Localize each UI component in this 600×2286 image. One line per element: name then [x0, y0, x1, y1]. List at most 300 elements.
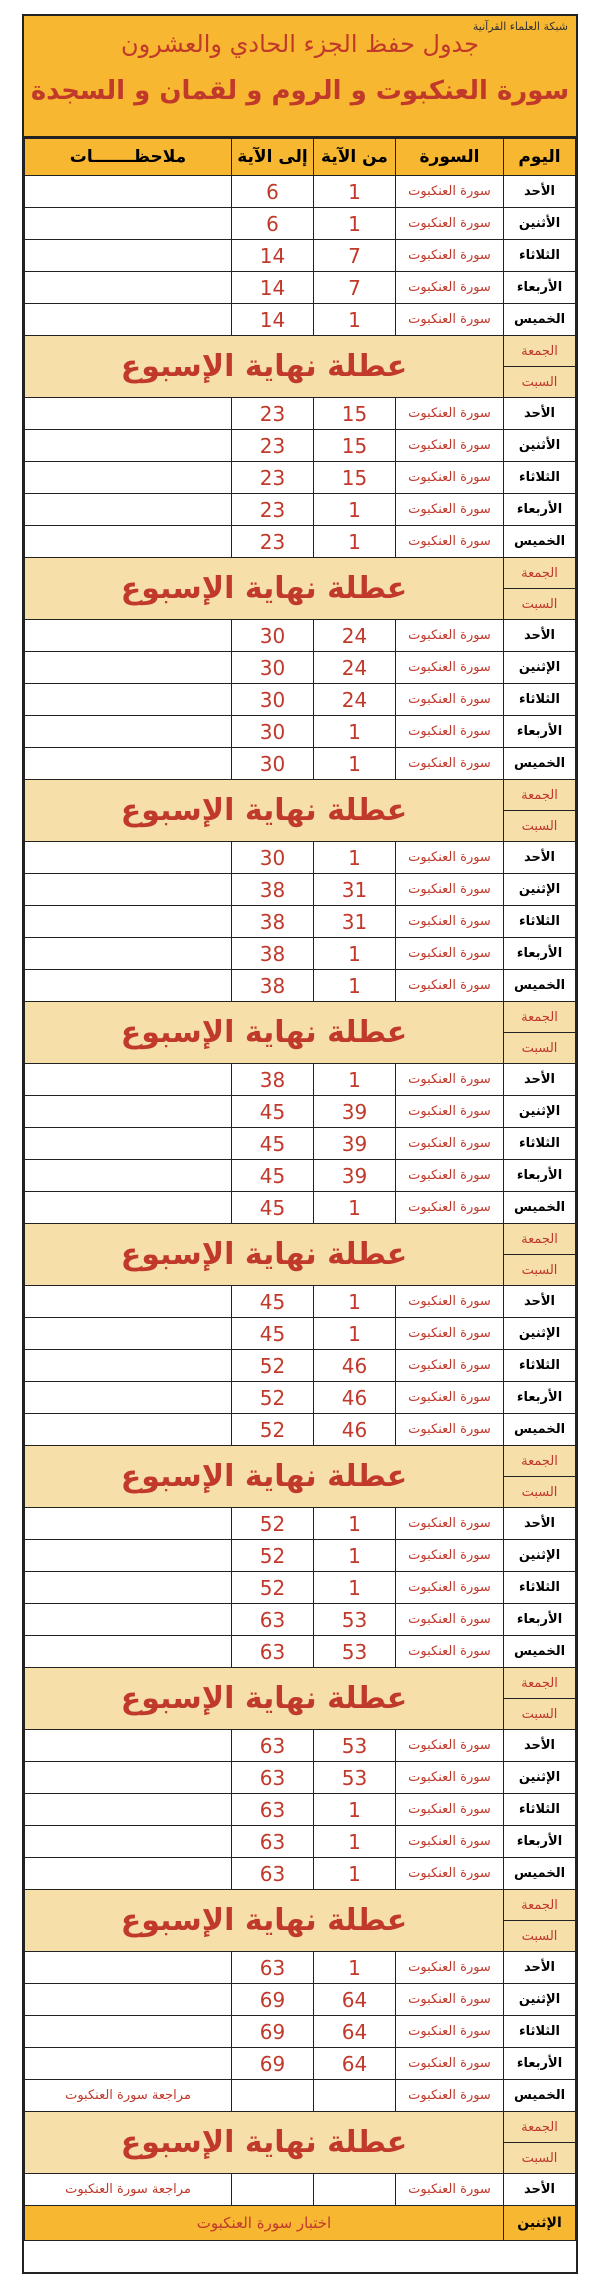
table-row: [25, 748, 576, 780]
holiday-label: عطلة نهاية الإسبوع: [25, 336, 504, 398]
day-cell: الأربعاء: [504, 1826, 576, 1858]
notes-cell: [25, 684, 232, 716]
table-row: [25, 1762, 576, 1794]
from-ayah-cell: 1: [314, 1826, 396, 1858]
weekend-day-cell: السبت: [504, 1699, 576, 1730]
surah-cell: سورة العنكبوت: [396, 1508, 504, 1540]
notes-cell: [25, 1604, 232, 1636]
from-ayah-cell: 24: [314, 620, 396, 652]
notes-cell: [25, 494, 232, 526]
table-row: [25, 494, 576, 526]
notes-cell: [25, 1858, 232, 1890]
schedule-table: [24, 138, 576, 2241]
day-cell: الأربعاء: [504, 716, 576, 748]
table-row: [25, 906, 576, 938]
day-cell: الأحد: [504, 1508, 576, 1540]
surah-cell: سورة العنكبوت: [396, 494, 504, 526]
holiday-row: [25, 336, 576, 367]
notes-cell: [25, 1096, 232, 1128]
holiday-row: [25, 1002, 576, 1033]
notes-cell: [25, 620, 232, 652]
notes-cell: [25, 1572, 232, 1604]
table-row: [25, 462, 576, 494]
day-cell: الإثنين: [504, 1540, 576, 1572]
table-row: [25, 526, 576, 558]
weekend-day-cell: السبت: [504, 1921, 576, 1952]
surah-cell: سورة العنكبوت: [396, 1160, 504, 1192]
to-ayah-cell: [232, 2080, 314, 2112]
from-ayah-cell: 7: [314, 240, 396, 272]
to-ayah-cell: 30: [232, 842, 314, 874]
notes-cell: [25, 430, 232, 462]
notes-cell: [25, 1730, 232, 1762]
to-ayah-cell: 63: [232, 1730, 314, 1762]
table-row: [25, 2080, 576, 2112]
to-ayah-cell: 63: [232, 1794, 314, 1826]
weekend-day-cell: الجمعة: [504, 1446, 576, 1477]
from-ayah-cell: 1: [314, 1508, 396, 1540]
from-ayah-cell: 1: [314, 1318, 396, 1350]
notes-cell: [25, 1350, 232, 1382]
to-ayah-cell: 30: [232, 652, 314, 684]
from-ayah-cell: 15: [314, 462, 396, 494]
to-ayah-cell: 6: [232, 208, 314, 240]
weekend-day-cell: السبت: [504, 367, 576, 398]
table-row: [25, 2174, 576, 2206]
from-ayah-cell: 1: [314, 842, 396, 874]
notes-cell: [25, 526, 232, 558]
day-cell: الأربعاء: [504, 1160, 576, 1192]
from-ayah-cell: 7: [314, 272, 396, 304]
notes-cell: [25, 716, 232, 748]
table-row: [25, 1192, 576, 1224]
table-row: [25, 652, 576, 684]
notes-cell: [25, 2016, 232, 2048]
day-cell: الخميس: [504, 1858, 576, 1890]
day-cell: الثلاثاء: [504, 684, 576, 716]
to-ayah-cell: 45: [232, 1318, 314, 1350]
to-ayah-cell: 23: [232, 398, 314, 430]
day-cell: الثلاثاء: [504, 1128, 576, 1160]
from-ayah-cell: 1: [314, 494, 396, 526]
surah-cell: سورة العنكبوت: [396, 1192, 504, 1224]
table-row: [25, 2016, 576, 2048]
from-ayah-cell: 46: [314, 1350, 396, 1382]
notes-cell: [25, 398, 232, 430]
table-row: [25, 1730, 576, 1762]
day-cell: الإثنين: [504, 874, 576, 906]
table-row: [25, 1984, 576, 2016]
surah-cell: سورة العنكبوت: [396, 1318, 504, 1350]
to-ayah-cell: 23: [232, 526, 314, 558]
from-ayah-cell: 1: [314, 970, 396, 1002]
surah-cell: سورة العنكبوت: [396, 842, 504, 874]
day-cell: الأحد: [504, 1952, 576, 1984]
day-cell: الإثنين: [504, 652, 576, 684]
day-cell: الثلاثاء: [504, 906, 576, 938]
from-ayah-cell: 1: [314, 208, 396, 240]
to-ayah-cell: 52: [232, 1350, 314, 1382]
weekend-day-cell: الجمعة: [504, 1002, 576, 1033]
holiday-row: [25, 2112, 576, 2143]
table-row: [25, 1508, 576, 1540]
to-ayah-cell: 69: [232, 1984, 314, 2016]
table-row: [25, 1286, 576, 1318]
col-to-header: إلى الآية: [232, 139, 314, 176]
surah-cell: سورة العنكبوت: [396, 1382, 504, 1414]
from-ayah-cell: 39: [314, 1096, 396, 1128]
from-ayah-cell: 1: [314, 1064, 396, 1096]
notes-cell: [25, 1286, 232, 1318]
to-ayah-cell: 63: [232, 1762, 314, 1794]
day-cell: الثلاثاء: [504, 1350, 576, 1382]
day-cell: الثلاثاء: [504, 240, 576, 272]
notes-cell: [25, 176, 232, 208]
to-ayah-cell: 30: [232, 716, 314, 748]
day-cell: الإثنين: [504, 1762, 576, 1794]
surah-cell: سورة العنكبوت: [396, 240, 504, 272]
surah-cell: سورة العنكبوت: [396, 430, 504, 462]
day-cell: الأربعاء: [504, 272, 576, 304]
from-ayah-cell: 1: [314, 938, 396, 970]
to-ayah-cell: 30: [232, 748, 314, 780]
to-ayah-cell: 45: [232, 1192, 314, 1224]
from-ayah-cell: 31: [314, 874, 396, 906]
holiday-row: [25, 1890, 576, 1921]
to-ayah-cell: 52: [232, 1540, 314, 1572]
holiday-label: عطلة نهاية الإسبوع: [25, 558, 504, 620]
notes-cell: [25, 1192, 232, 1224]
day-cell: الخميس: [504, 748, 576, 780]
table-row: [25, 874, 576, 906]
day-cell: الخميس: [504, 1192, 576, 1224]
watermark: شبكة العلماء القرآنية: [472, 20, 568, 33]
table-row: [25, 1318, 576, 1350]
surah-cell: سورة العنكبوت: [396, 1572, 504, 1604]
from-ayah-cell: 39: [314, 1128, 396, 1160]
weekend-day-cell: الجمعة: [504, 558, 576, 589]
notes-cell: [25, 1382, 232, 1414]
holiday-label: عطلة نهاية الإسبوع: [25, 1224, 504, 1286]
notes-cell: [25, 874, 232, 906]
day-cell: الإثنين: [504, 1096, 576, 1128]
table-row: [25, 970, 576, 1002]
to-ayah-cell: 69: [232, 2048, 314, 2080]
from-ayah-cell: 1: [314, 1192, 396, 1224]
surah-cell: سورة العنكبوت: [396, 1604, 504, 1636]
day-cell: الثلاثاء: [504, 2016, 576, 2048]
holiday-row: [25, 1224, 576, 1255]
surah-cell: سورة العنكبوت: [396, 1826, 504, 1858]
surah-cell: سورة العنكبوت: [396, 970, 504, 1002]
table-row: [25, 1128, 576, 1160]
notes-cell: [25, 748, 232, 780]
holiday-row: [25, 1668, 576, 1699]
notes-cell: [25, 906, 232, 938]
from-ayah-cell: 1: [314, 1952, 396, 1984]
day-cell: الأحد: [504, 620, 576, 652]
holiday-label: عطلة نهاية الإسبوع: [25, 1668, 504, 1730]
surah-cell: سورة العنكبوت: [396, 272, 504, 304]
day-cell: الأربعاء: [504, 1604, 576, 1636]
to-ayah-cell: 63: [232, 1952, 314, 1984]
table-row: [25, 1414, 576, 1446]
notes-cell: [25, 652, 232, 684]
to-ayah-cell: 52: [232, 1572, 314, 1604]
surah-cell: سورة العنكبوت: [396, 1128, 504, 1160]
col-from-header: من الآية: [314, 139, 396, 176]
surah-cell: سورة العنكبوت: [396, 2016, 504, 2048]
from-ayah-cell: 24: [314, 652, 396, 684]
day-cell: الخميس: [504, 1636, 576, 1668]
to-ayah-cell: 38: [232, 906, 314, 938]
day-cell: الخميس: [504, 1414, 576, 1446]
weekend-day-cell: الجمعة: [504, 1890, 576, 1921]
from-ayah-cell: 46: [314, 1382, 396, 1414]
notes-cell: [25, 1160, 232, 1192]
column-header-row: [25, 139, 576, 176]
weekend-day-cell: الجمعة: [504, 1224, 576, 1255]
holiday-label: عطلة نهاية الإسبوع: [25, 1002, 504, 1064]
surah-cell: سورة العنكبوت: [396, 1096, 504, 1128]
to-ayah-cell: 14: [232, 272, 314, 304]
notes-cell: [25, 1540, 232, 1572]
table-row: [25, 938, 576, 970]
to-ayah-cell: 45: [232, 1160, 314, 1192]
table-row: [25, 1826, 576, 1858]
surah-cell: سورة العنكبوت: [396, 398, 504, 430]
from-ayah-cell: [314, 2174, 396, 2206]
surah-cell: سورة العنكبوت: [396, 1730, 504, 1762]
to-ayah-cell: 38: [232, 1064, 314, 1096]
to-ayah-cell: 63: [232, 1604, 314, 1636]
from-ayah-cell: 31: [314, 906, 396, 938]
table-row: [25, 176, 576, 208]
notes-cell: [25, 1128, 232, 1160]
from-ayah-cell: 1: [314, 1286, 396, 1318]
table-row: [25, 208, 576, 240]
surah-cell: سورة العنكبوت: [396, 1858, 504, 1890]
from-ayah-cell: [314, 2080, 396, 2112]
to-ayah-cell: 69: [232, 2016, 314, 2048]
day-cell: الأربعاء: [504, 494, 576, 526]
from-ayah-cell: 53: [314, 1636, 396, 1668]
table-row: [25, 842, 576, 874]
surah-cell: سورة العنكبوت: [396, 1794, 504, 1826]
day-cell: الإثنين: [504, 1984, 576, 2016]
day-cell: الأربعاء: [504, 938, 576, 970]
weekend-day-cell: الجمعة: [504, 336, 576, 367]
to-ayah-cell: 14: [232, 304, 314, 336]
to-ayah-cell: 45: [232, 1128, 314, 1160]
table-row: [25, 430, 576, 462]
table-row: [25, 684, 576, 716]
from-ayah-cell: 1: [314, 176, 396, 208]
from-ayah-cell: 15: [314, 398, 396, 430]
weekend-day-cell: الجمعة: [504, 1668, 576, 1699]
weekend-day-cell: الجمعة: [504, 780, 576, 811]
day-cell: الثلاثاء: [504, 462, 576, 494]
final-row: [25, 2206, 576, 2241]
table-row: [25, 1382, 576, 1414]
to-ayah-cell: 45: [232, 1286, 314, 1318]
surah-cell: سورة العنكبوت: [396, 208, 504, 240]
surah-cell: سورة العنكبوت: [396, 304, 504, 336]
to-ayah-cell: 38: [232, 874, 314, 906]
day-cell: الأثنين: [504, 208, 576, 240]
from-ayah-cell: 15: [314, 430, 396, 462]
day-cell: الخميس: [504, 526, 576, 558]
col-day-header: اليوم: [504, 139, 576, 176]
table-row: [25, 716, 576, 748]
from-ayah-cell: 1: [314, 304, 396, 336]
notes-cell: [25, 304, 232, 336]
day-cell: الأحد: [504, 842, 576, 874]
from-ayah-cell: 1: [314, 1540, 396, 1572]
from-ayah-cell: 1: [314, 1858, 396, 1890]
to-ayah-cell: 38: [232, 938, 314, 970]
holiday-label: عطلة نهاية الإسبوع: [25, 1890, 504, 1952]
to-ayah-cell: 6: [232, 176, 314, 208]
notes-cell: [25, 1414, 232, 1446]
from-ayah-cell: 64: [314, 2016, 396, 2048]
table-row: [25, 1064, 576, 1096]
surah-cell: سورة العنكبوت: [396, 874, 504, 906]
surah-cell: سورة العنكبوت: [396, 176, 504, 208]
table-row: [25, 1952, 576, 1984]
surah-cell: سورة العنكبوت: [396, 2174, 504, 2206]
weekend-day-cell: السبت: [504, 2143, 576, 2174]
notes-cell: [25, 1064, 232, 1096]
day-cell: الأثنين: [504, 430, 576, 462]
day-cell: الأحد: [504, 1286, 576, 1318]
holiday-label: عطلة نهاية الإسبوع: [25, 1446, 504, 1508]
day-cell: الأحد: [504, 2174, 576, 2206]
to-ayah-cell: 63: [232, 1636, 314, 1668]
surah-cell: سورة العنكبوت: [396, 2048, 504, 2080]
notes-cell: [25, 842, 232, 874]
schedule-body: [25, 176, 576, 2241]
col-notes-header: ملاحظـــــــات: [25, 139, 232, 176]
surah-cell: سورة العنكبوت: [396, 2080, 504, 2112]
notes-cell: مراجعة سورة العنكبوت: [25, 2080, 232, 2112]
table-row: [25, 304, 576, 336]
holiday-row: [25, 558, 576, 589]
from-ayah-cell: 1: [314, 748, 396, 780]
day-cell: الخميس: [504, 304, 576, 336]
to-ayah-cell: 23: [232, 462, 314, 494]
final-text-cell: اختبار سورة العنكبوت: [25, 2206, 504, 2241]
from-ayah-cell: 46: [314, 1414, 396, 1446]
surah-cell: سورة العنكبوت: [396, 938, 504, 970]
to-ayah-cell: 30: [232, 684, 314, 716]
to-ayah-cell: 52: [232, 1508, 314, 1540]
to-ayah-cell: 52: [232, 1382, 314, 1414]
from-ayah-cell: 24: [314, 684, 396, 716]
table-row: [25, 2048, 576, 2080]
surah-cell: سورة العنكبوت: [396, 1984, 504, 2016]
table-row: [25, 398, 576, 430]
table-row: [25, 1604, 576, 1636]
notes-cell: [25, 1636, 232, 1668]
notes-cell: [25, 272, 232, 304]
from-ayah-cell: 64: [314, 1984, 396, 2016]
weekend-day-cell: السبت: [504, 811, 576, 842]
day-cell: الخميس: [504, 970, 576, 1002]
to-ayah-cell: 14: [232, 240, 314, 272]
table-row: [25, 1350, 576, 1382]
surah-cell: سورة العنكبوت: [396, 1350, 504, 1382]
notes-cell: [25, 2048, 232, 2080]
from-ayah-cell: 39: [314, 1160, 396, 1192]
surah-cell: سورة العنكبوت: [396, 1540, 504, 1572]
notes-cell: [25, 970, 232, 1002]
notes-cell: [25, 1762, 232, 1794]
from-ayah-cell: 64: [314, 2048, 396, 2080]
table-row: [25, 240, 576, 272]
to-ayah-cell: 38: [232, 970, 314, 1002]
day-cell: الأحد: [504, 1064, 576, 1096]
day-cell: الأربعاء: [504, 2048, 576, 2080]
day-cell: الخميس: [504, 2080, 576, 2112]
day-cell: الأربعاء: [504, 1382, 576, 1414]
weekend-day-cell: السبت: [504, 589, 576, 620]
surah-cell: سورة العنكبوت: [396, 1636, 504, 1668]
header: [24, 16, 576, 138]
from-ayah-cell: 53: [314, 1604, 396, 1636]
notes-cell: [25, 1318, 232, 1350]
holiday-row: [25, 1446, 576, 1477]
from-ayah-cell: 1: [314, 716, 396, 748]
table-row: [25, 1160, 576, 1192]
surah-cell: سورة العنكبوت: [396, 716, 504, 748]
day-cell: الثلاثاء: [504, 1794, 576, 1826]
to-ayah-cell: 30: [232, 620, 314, 652]
surah-cell: سورة العنكبوت: [396, 620, 504, 652]
notes-cell: [25, 1508, 232, 1540]
surah-cell: سورة العنكبوت: [396, 748, 504, 780]
page-title: جدول حفظ الجزء الحادي والعشرون: [120, 30, 479, 58]
surah-cell: سورة العنكبوت: [396, 652, 504, 684]
day-cell: الأحد: [504, 176, 576, 208]
day-cell: الإثنين: [504, 1318, 576, 1350]
surah-cell: سورة العنكبوت: [396, 1762, 504, 1794]
from-ayah-cell: 1: [314, 526, 396, 558]
surah-cell: سورة العنكبوت: [396, 684, 504, 716]
schedule-sheet: [22, 14, 578, 2274]
from-ayah-cell: 1: [314, 1794, 396, 1826]
notes-cell: [25, 938, 232, 970]
to-ayah-cell: [232, 2174, 314, 2206]
day-cell: الأحد: [504, 1730, 576, 1762]
table-row: [25, 1096, 576, 1128]
notes-cell: [25, 1952, 232, 1984]
col-surah-header: السورة: [396, 139, 504, 176]
surah-cell: سورة العنكبوت: [396, 1952, 504, 1984]
holiday-row: [25, 780, 576, 811]
to-ayah-cell: 23: [232, 494, 314, 526]
day-cell: الأحد: [504, 398, 576, 430]
notes-cell: [25, 1794, 232, 1826]
from-ayah-cell: 1: [314, 1572, 396, 1604]
notes-cell: [25, 240, 232, 272]
final-day-cell: الإثنين: [504, 2206, 576, 2241]
surah-cell: سورة العنكبوت: [396, 526, 504, 558]
surah-cell: سورة العنكبوت: [396, 462, 504, 494]
to-ayah-cell: 63: [232, 1826, 314, 1858]
surah-cell: سورة العنكبوت: [396, 1064, 504, 1096]
table-row: [25, 1858, 576, 1890]
